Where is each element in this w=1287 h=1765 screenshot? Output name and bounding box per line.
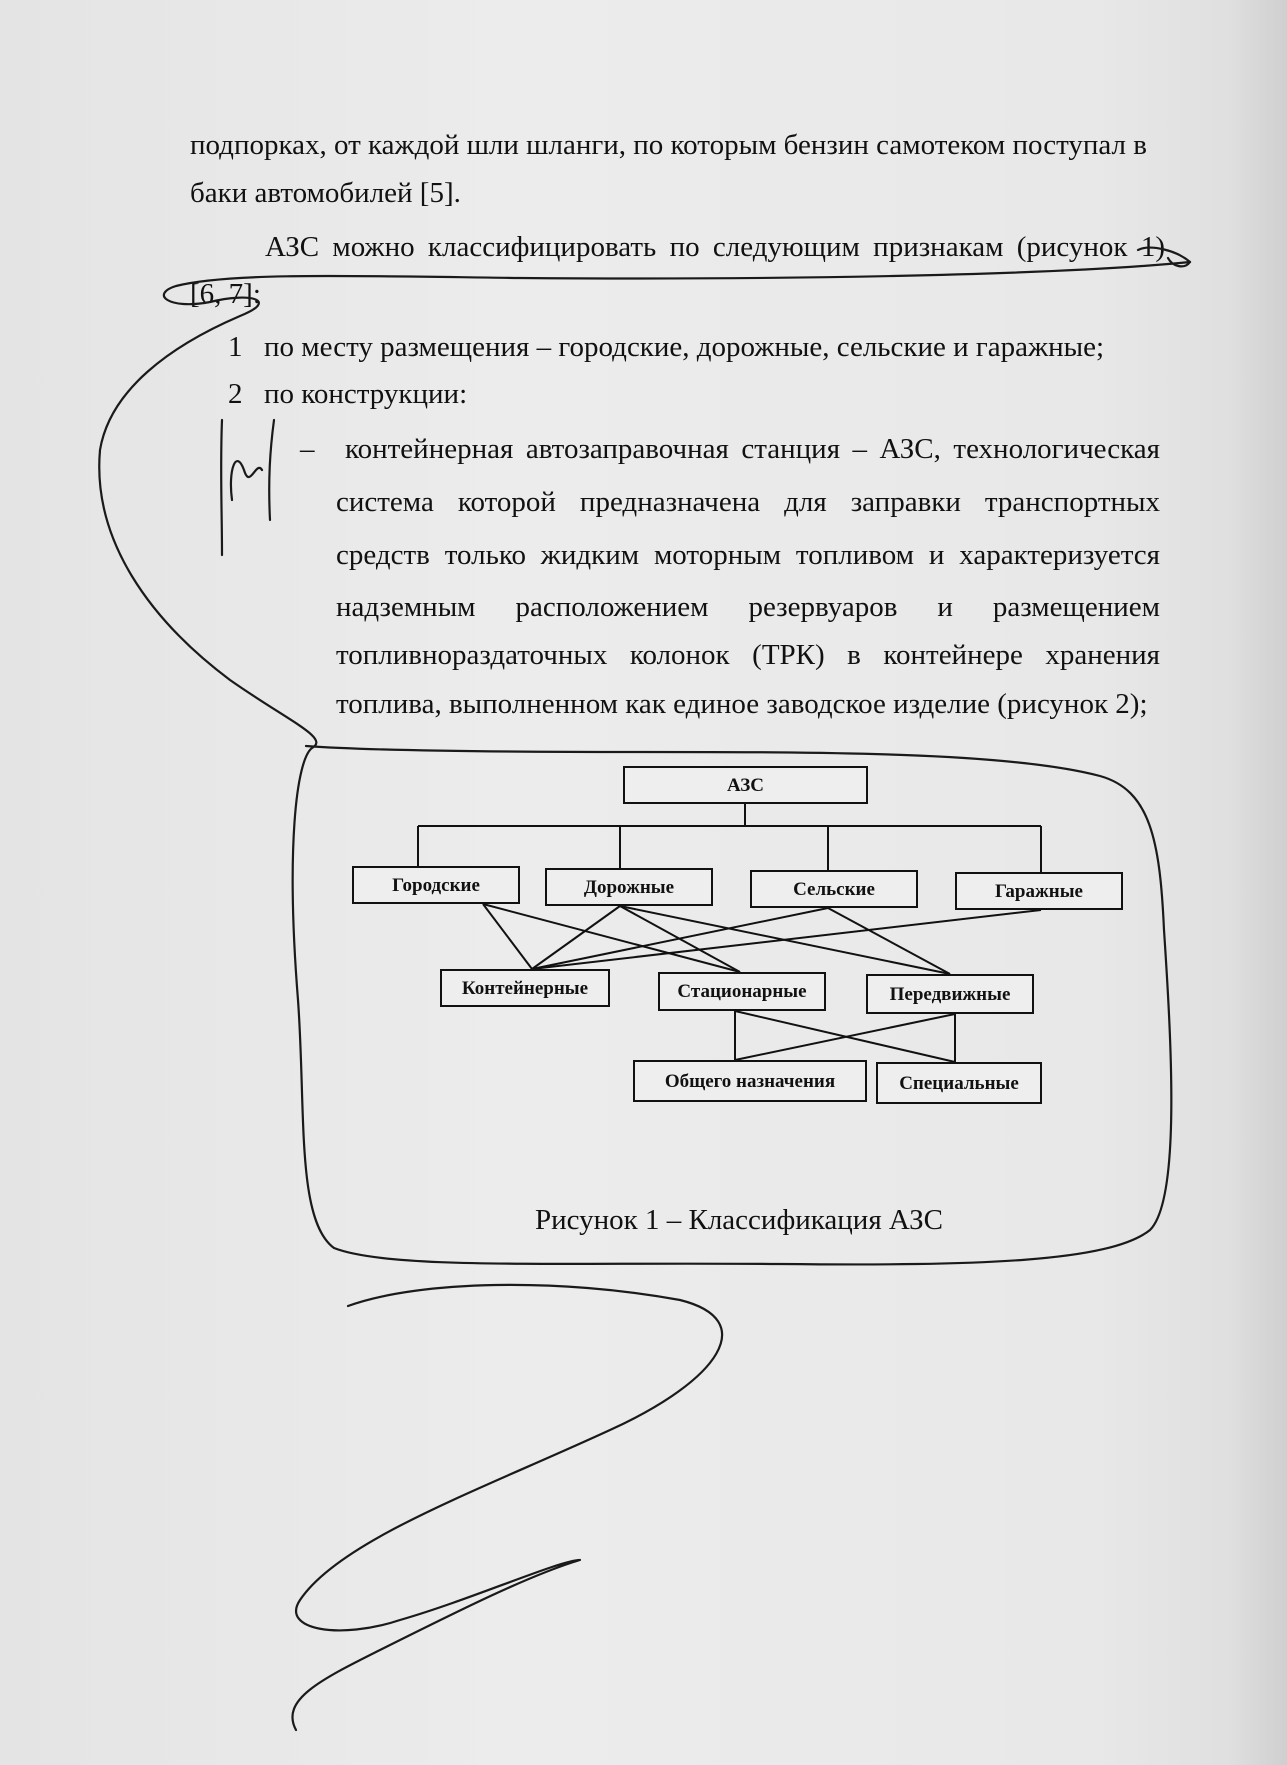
pen-bracket-loop	[99, 262, 1190, 1264]
sublist-line-5: топливнораздаточных колонок (ТРК) в контейнере хранения	[336, 639, 1160, 671]
list-item-2-number: 2	[228, 378, 243, 410]
diagram-node-stacionarnye: Стационарные	[658, 972, 826, 1011]
diagram-node-gorodskie: Городские	[352, 866, 520, 904]
paragraph-2-line-2: [6, 7]:	[190, 278, 261, 310]
list-item-1-text: по месту размещения – городские, дорожные, сельские и гаражные;	[264, 331, 1105, 363]
pen-vertical-mark	[221, 420, 222, 555]
link-selskie-kontejnernye	[532, 908, 828, 969]
diagram-node-specialnye: Специальные	[876, 1062, 1042, 1104]
diagram-node-peredvizhnye: Передвижные	[866, 974, 1034, 1014]
pen-vertical-mark-2	[269, 420, 274, 520]
sublist-line-4: надземным расположением резервуаров и размещением	[336, 591, 1160, 623]
sublist-line-2: система которой предназначена для заправки транспортных	[336, 486, 1160, 518]
link-gorodskie-stacionarnye	[483, 904, 740, 972]
paragraph-1-line-1: подпорках, от каждой шли шланги, по которым бензин самотеком поступал в	[190, 129, 1147, 161]
link-gorodskie-kontejnernye	[483, 904, 532, 969]
diagram-node-obshchego: Общего назначения	[633, 1060, 867, 1102]
diagram-node-dorozhnye: Дорожные	[545, 868, 713, 906]
sublist-bullet: –	[300, 433, 315, 465]
figure-caption: Рисунок 1 – Классификация АЗС	[535, 1204, 943, 1236]
sublist-line-3: средств только жидким моторным топливом и характеризуется	[336, 539, 1160, 571]
link-garazhnye-kontejnernye	[532, 910, 1041, 969]
diagram-node-garazhnye: Гаражные	[955, 872, 1123, 910]
link-selskie-peredvizhnye	[828, 908, 950, 974]
list-item-2-text: по конструкции:	[264, 378, 468, 410]
paragraph-2-line-1: АЗС можно классифицировать по следующим признакам (рисунок 1)	[265, 231, 1165, 263]
diagram-node-kontejnernye: Контейнерные	[440, 969, 610, 1007]
link-peredvizhnye-obshchego	[735, 1014, 955, 1060]
pen-squiggle	[292, 1285, 722, 1730]
paragraph-1-line-2: баки автомобилей [5].	[190, 177, 461, 209]
sublist-line-6: топлива, выполненном как единое заводское изделие (рисунок 2);	[336, 688, 1148, 720]
list-item-1-number: 1	[228, 331, 243, 363]
sublist-line-1: контейнерная автозаправочная станция – АЗС, технологическая	[345, 433, 1160, 465]
diagram-node-root: АЗС	[623, 766, 868, 804]
pen-scribble	[231, 461, 262, 500]
diagram-node-selskie: Сельские	[750, 870, 918, 908]
